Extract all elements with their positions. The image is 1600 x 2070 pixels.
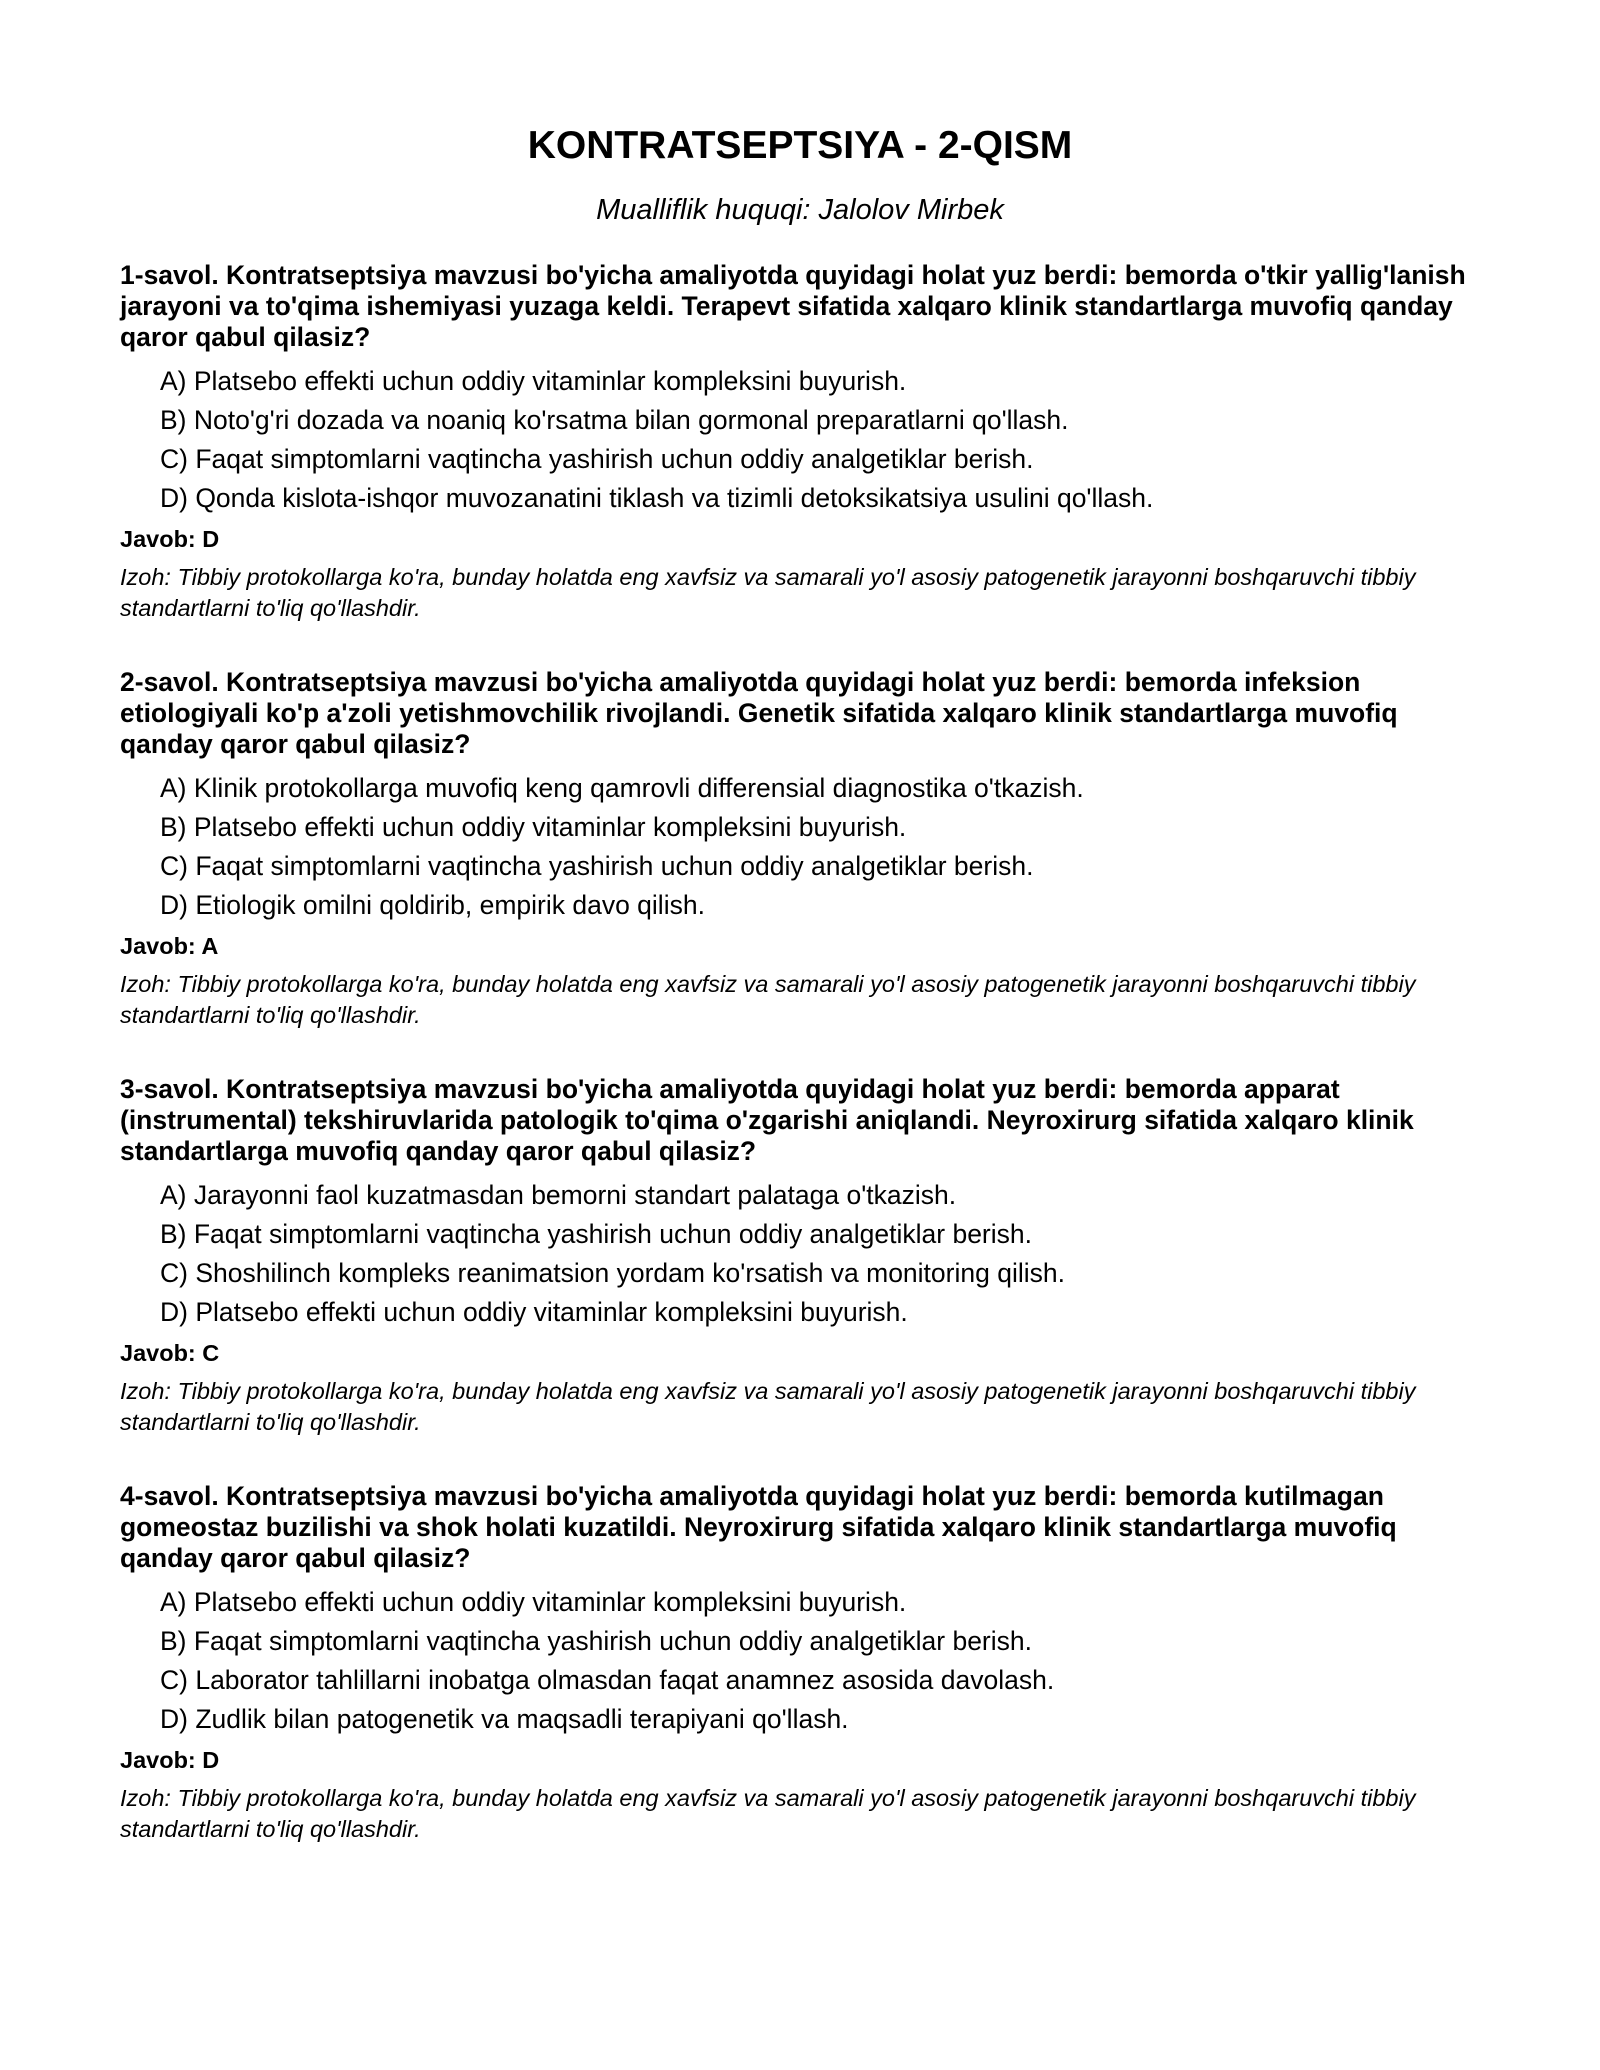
answer-option: D) Zudlik bilan patogenetik va maqsadli terapiyani qo'llash. xyxy=(160,1704,849,1734)
correct-answer: Javob: C xyxy=(120,1340,220,1366)
answer-option: C) Shoshilinch kompleks reanimatsion yordam ko'rsatish va monitoring qilish. xyxy=(160,1258,1065,1288)
answer-options xyxy=(120,1583,1480,1739)
answer-option: D) Etiologik omilni qoldirib, empirik davo qilish. xyxy=(160,890,705,920)
correct-answer: Javob: D xyxy=(120,1747,220,1773)
question-list xyxy=(120,260,1480,1845)
correct-answer: Javob: D xyxy=(120,526,220,552)
answer-option: C) Faqat simptomlarni vaqtincha yashirish uchun oddiy analgetiklar berish. xyxy=(160,851,1034,881)
answer-options xyxy=(120,769,1480,925)
question-block xyxy=(120,260,1480,624)
answer-option: B) Faqat simptomlarni vaqtincha yashirish uchun oddiy analgetiklar berish. xyxy=(160,1626,1032,1656)
question-text: 3-savol. Kontratseptsiya mavzusi bo'yicha amaliyotda quyidagi holat yuz berdi: bemorda apparat (instrumental) tekshiruvlarida patologik to'qima o'zgarishi aniqlandi. Neyroxirurg sifatida xalqaro klinik standartlarga muvofiq qanday qaror qabul qilasiz? xyxy=(120,1074,1414,1166)
answer-option: A) Platsebo effekti uchun oddiy vitaminlar kompleksini buyurish. xyxy=(160,1587,907,1617)
answer-option: B) Platsebo effekti uchun oddiy vitaminlar kompleksini buyurish. xyxy=(160,812,907,842)
document-page xyxy=(120,118,1480,1888)
explanation-note: Izoh: Tibbiy protokollarga ko'ra, bunday holatda eng xavfsiz va samarali yo'l asosiy patogenetik jarayonni boshqaruvchi tibbiy standartlarni to'liq qo'llashdir. xyxy=(120,971,1416,1028)
question-block xyxy=(120,1074,1480,1438)
question-text: 2-savol. Kontratseptsiya mavzusi bo'yicha amaliyotda quyidagi holat yuz berdi: bemorda infeksion etiologiyali ko'p a'zoli yetishmovchilik rivojlandi. Genetik sifatida xalqaro klinik standartlarga muvofiq qanday qaror qabul qilasiz? xyxy=(120,667,1398,759)
copyright-subtitle: Mualliflik huquqi: Jalolov Mirbek xyxy=(596,194,1004,226)
answer-option: A) Jarayonni faol kuzatmasdan bemorni standart palataga o'tkazish. xyxy=(160,1180,957,1210)
answer-option: A) Klinik protokollarga muvofiq keng qamrovli differensial diagnostika o'tkazish. xyxy=(160,773,1084,803)
answer-option: C) Faqat simptomlarni vaqtincha yashirish uchun oddiy analgetiklar berish. xyxy=(160,444,1034,474)
question-text: 4-savol. Kontratseptsiya mavzusi bo'yicha amaliyotda quyidagi holat yuz berdi: bemorda kutilmagan gomeostaz buzilishi va shok holati kuzatildi. Neyroxirurg sifatida xalqaro klinik standartlarga muvofiq qanday qaror qabul qilasiz? xyxy=(120,1481,1397,1573)
page-title: KONTRATSEPTSIYA - 2-QISM xyxy=(527,124,1073,167)
explanation-note: Izoh: Tibbiy protokollarga ko'ra, bunday holatda eng xavfsiz va samarali yo'l asosiy patogenetik jarayonni boshqaruvchi tibbiy standartlarni to'liq qo'llashdir. xyxy=(120,1785,1416,1842)
explanation-note: Izoh: Tibbiy protokollarga ko'ra, bunday holatda eng xavfsiz va samarali yo'l asosiy patogenetik jarayonni boshqaruvchi tibbiy standartlarni to'liq qo'llashdir. xyxy=(120,564,1416,621)
question-block xyxy=(120,1481,1480,1845)
question-text: 1-savol. Kontratseptsiya mavzusi bo'yicha amaliyotda quyidagi holat yuz berdi: bemorda o'tkir yallig'lanish jarayoni va to'qima ishemiyasi yuzaga keldi. Terapevt sifatida xalqaro klinik standartlarga muvofiq qanday qaror qabul qilasiz? xyxy=(120,260,1466,352)
answer-options xyxy=(120,1176,1480,1332)
correct-answer: Javob: A xyxy=(120,933,219,959)
answer-option: B) Faqat simptomlarni vaqtincha yashirish uchun oddiy analgetiklar berish. xyxy=(160,1219,1032,1249)
answer-option: C) Laborator tahlillarni inobatga olmasdan faqat anamnez asosida davolash. xyxy=(160,1665,1055,1695)
question-block xyxy=(120,667,1480,1031)
answer-option: D) Qonda kislota-ishqor muvozanatini tiklash va tizimli detoksikatsiya usulini qo'llash. xyxy=(160,483,1154,513)
answer-option: B) Noto'g'ri dozada va noaniq ko'rsatma bilan gormonal preparatlarni qo'llash. xyxy=(160,405,1069,435)
answer-option: D) Platsebo effekti uchun oddiy vitaminlar kompleksini buyurish. xyxy=(160,1297,908,1327)
answer-option: A) Platsebo effekti uchun oddiy vitaminlar kompleksini buyurish. xyxy=(160,366,907,396)
explanation-note: Izoh: Tibbiy protokollarga ko'ra, bunday holatda eng xavfsiz va samarali yo'l asosiy patogenetik jarayonni boshqaruvchi tibbiy standartlarni to'liq qo'llashdir. xyxy=(120,1378,1416,1435)
answer-options xyxy=(120,362,1480,518)
